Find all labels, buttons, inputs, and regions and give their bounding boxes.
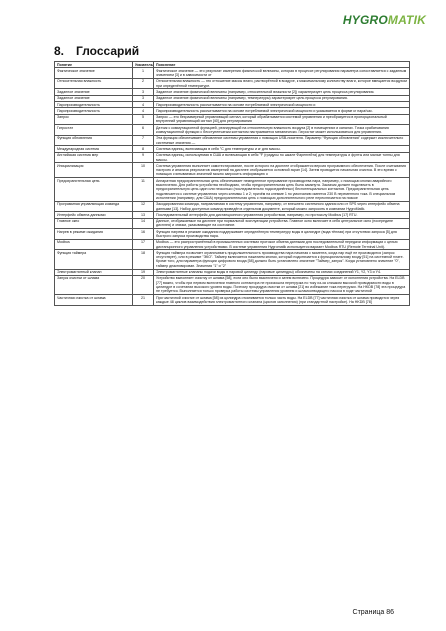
section-number: 8. bbox=[54, 44, 65, 58]
ref-cell: 6 bbox=[133, 125, 154, 136]
description-cell: Паропроизводительность рассчитывается на основе потребляемой электрической мощности и указывается в форме кг пара/час. bbox=[154, 108, 410, 114]
description-cell: Закодированная команда, направляемая в систему управления, например, от внешнего системного здания или от SPS через интерфейс обмена данными [13]. Набор доступных команд приведён в отдельном документе, который можно запросить в компании HygroMatik. bbox=[154, 201, 410, 212]
description-cell: Система единиц, используемая в США и включающая в себя °F (градусы по шкале Фаренгейта) для температуры и фунты или малые тонны для массы. bbox=[154, 152, 410, 163]
ref-cell: 9 bbox=[133, 152, 154, 163]
term-cell: Паропроизводительность bbox=[55, 108, 133, 114]
term-cell: Главное окно bbox=[55, 218, 133, 229]
logo-part-1: HYGRO bbox=[342, 13, 388, 27]
table-row bbox=[55, 275, 410, 294]
table-row bbox=[55, 135, 410, 146]
description-cell: Система единиц, включающая в себя °C для температуры и кг для массы. bbox=[154, 146, 410, 152]
ref-cell: 19 bbox=[133, 269, 154, 275]
page-number: Страница 86 bbox=[352, 609, 394, 616]
table-row bbox=[55, 201, 410, 212]
term-cell: Функция таймера bbox=[55, 250, 133, 269]
ref-cell: 16 bbox=[133, 229, 154, 240]
ref-cell: 1 bbox=[133, 68, 154, 79]
ref-cell: 10 bbox=[133, 163, 154, 178]
term-cell: Интерфейс обмена данными bbox=[55, 212, 133, 218]
column-header-ref: Указатель bbox=[133, 62, 154, 68]
ref-cell: 18 bbox=[133, 250, 154, 269]
term-cell: Относительная влажность bbox=[55, 78, 133, 89]
section-title: Глоссарий bbox=[76, 44, 140, 58]
term-cell: Электромагнитный клапан bbox=[55, 269, 133, 275]
description-cell: При частичной очистке от шлама [58] из цилиндра отканивается только часть воды. На ELDB [77] частичная очистка от шлама проводится через каждые 48 циклов взаимодействия электромагнитного клапана (циклов заполнения) (при стандартной настройке). На HKDB [78] bbox=[154, 295, 410, 306]
term-cell: Запрос bbox=[55, 114, 133, 125]
description-cell: Датчик с коммутационной функцией, реагирующий на относительную влажность воздуха [2] в помещениях и каналах. Точка срабатывания коммутационной функции с бесступенчатым контактом настраивается механически. Гигростат может использоваться для управления. bbox=[154, 125, 410, 136]
table-row bbox=[55, 68, 410, 79]
description-cell: Электромагнитные клапаны подачи воды в паровой цилиндр (паровые цилиндры) обозначены на схемах соединений Y1, Y2, Y3 и Y4. bbox=[154, 269, 410, 275]
ref-cell: 11 bbox=[133, 178, 154, 201]
description-cell: Система управления выполняет самотестирование, после которого на дисплее отображается версия программного обеспечения. После считывания настроек и анализа результатов измерений на дисплее отображается основной экран [14]. Затем проводится начальная очистка. В это время с помощью считываемых значений можно запросить информацию о bbox=[154, 163, 410, 178]
ref-cell: 7 bbox=[133, 135, 154, 146]
ref-cell: 4 bbox=[133, 102, 154, 108]
table-row bbox=[55, 152, 410, 163]
table-row bbox=[55, 239, 410, 250]
logo-part-2: MATIK bbox=[387, 13, 426, 27]
brand-logo bbox=[343, 13, 426, 27]
ref-cell: 3 bbox=[133, 89, 154, 95]
description-cell: Относительная влажность — это отношение массы влаги, растворённой в воздухе, к максимальному количеству влаги, которое вмещается воздухом при определённой температуре. bbox=[154, 78, 410, 89]
term-cell: Modbus bbox=[55, 239, 133, 250]
term-cell: Программная управляющая команда bbox=[55, 201, 133, 212]
ref-cell: 5 bbox=[133, 114, 154, 125]
ref-cell: 4 bbox=[133, 108, 154, 114]
table-row bbox=[55, 295, 410, 306]
description-cell: Заданное значение физической величины (например, относительной влажности [2]) характеризует цель процесса регулирования. bbox=[154, 89, 410, 95]
table-row bbox=[55, 229, 410, 240]
column-header-term: Понятие bbox=[55, 62, 133, 68]
table-row bbox=[55, 163, 410, 178]
ref-cell: 2 bbox=[133, 78, 154, 89]
table-row bbox=[55, 125, 410, 136]
description-cell: Паропроизводительность рассчитывается на основе потребляемой электрической мощности и bbox=[154, 102, 410, 108]
term-cell: Английская система мер bbox=[55, 152, 133, 163]
term-cell: Фактическое значение bbox=[55, 68, 133, 79]
description-cell: Функция таймера позволяет ограничивать продолжительность производства пара начиная с момента, когда пар ещё не производится (запрос отсутствует), или в режиме "ЭКО". Таймер включается нажатием кнопки, который подключается к функциональному входу [51] на системной плате. Кроме того, для параметра функции цифрового входа [58] должно быть установлено значение "Таймер_запуск". Когда установлено значение "0", таймер деактивирован. Значения "1" и "2" bbox=[154, 250, 410, 269]
term-cell: Международная система bbox=[55, 146, 133, 152]
table-row bbox=[55, 114, 410, 125]
term-cell: Частичная очистка от шлама bbox=[55, 295, 133, 306]
description-cell: Запрос — это безразмерный управляющий сигнал, который обрабатывается системой управления и преобразуется в пропорциональный внутренний управляющий сигнал [40] для регулирования bbox=[154, 114, 410, 125]
description-cell: Устройство выполняет очистку от шлама [58], если оно было выключено и затем включено. Процедура зависит от исполнения устройства. На ELDB [77] важно, чтобы при первом включении главного контактора не произошла перегрузка по току из-за слишком высокой проводимости воды в цилиндре в сочетании высокого уровня воды. Поэтому процедура очистки от шлама [21] во избежание тока перегрузки. На HKDB [78] эта процедура не требуется. Выполняется только проверка работы системы управления уровнем и шламоотводящего насоса в ходе частичной bbox=[154, 275, 410, 294]
description-cell: Данные, отображаемые на дисплее при нормальной эксплуатации устройства. Главное окно включает в себя центральное окно (посередине дисплея) и значки, указывающие на состояние. bbox=[154, 218, 410, 229]
term-cell: Паропроизводительность bbox=[55, 102, 133, 108]
ref-cell: 8 bbox=[133, 146, 154, 152]
description-cell: Последовательный интерфейс для дистанционного управления устройством, например, по протоколу Modbus [17] RTU. bbox=[154, 212, 410, 218]
table-row bbox=[55, 178, 410, 201]
section-heading bbox=[54, 44, 139, 58]
description-cell: Эта функция обеспечивает обновление системы управления с помощью USB-носителя. Параметр "Функция обновления" содержит исключительно системные значения — bbox=[154, 135, 410, 146]
ref-cell: 21 bbox=[133, 295, 154, 306]
table-row bbox=[55, 250, 410, 269]
column-header-description: Пояснение bbox=[154, 62, 410, 68]
term-cell: Предохранительная цепь bbox=[55, 178, 133, 201]
ref-cell: 20 bbox=[133, 275, 154, 294]
term-cell: Функция обновления bbox=[55, 135, 133, 146]
term-cell: Заданное значение bbox=[55, 95, 133, 101]
description-cell: Заданное значение физической величины (например, температуры) характеризует цель процесса регулирования. bbox=[154, 95, 410, 101]
ref-cell: 13 bbox=[133, 212, 154, 218]
description-cell: Modbus — это распространённый в промышленных системах протокол обмена данными для последовательной передачи информации с целью дистанционного управления устройствами. В системе управления Hygromatik используется вариант Modbus RTU (Remote Terminal Unit). bbox=[154, 239, 410, 250]
term-cell: Инициализация bbox=[55, 163, 133, 178]
glossary-table bbox=[54, 61, 410, 306]
term-cell: Гигростат bbox=[55, 125, 133, 136]
ref-cell: 12 bbox=[133, 201, 154, 212]
description-cell: Функция нагрева в режиме ожидания поддерживает определённую температуру воды в цилиндре (вода тёплая) при отсутствии запроса [5] для быстрого запуска производства пара. bbox=[154, 229, 410, 240]
description-cell: Аппаратная предохранительная цепь обеспечивает немедленное прерывание производства пара, например, с помощью кнопки аварийного выключения. Для работы устройства необходимо, чтобы предохранительная цепь была замкнута. Заказчик должен подключить в предохранительную цепь один или несколько (последовательно подсоединённых) беспотенциальных контактов. Предохранительная цепь подключается к системе управления через клеммы 1 и 2; причём на клемме 1 по умолчанию имеется 230 В переменного тока. В специальном исполнении (например, для США) предохранительная цепь с помощью дополнительного реле переключается на низкое bbox=[154, 178, 410, 201]
table-row bbox=[55, 218, 410, 229]
term-cell: Нагрев в режиме ожидания bbox=[55, 229, 133, 240]
ref-cell: 14 bbox=[133, 218, 154, 229]
ref-cell: 3 bbox=[133, 95, 154, 101]
term-cell: Заданное значение bbox=[55, 89, 133, 95]
description-cell: Фактическое значение — это результат измерения физической величины, которая в процессе регулирования параметра сопоставляется с заданным значением [3] и в зависимости от bbox=[154, 68, 410, 79]
table-row bbox=[55, 78, 410, 89]
term-cell: Запуск очистки от шлама bbox=[55, 275, 133, 294]
ref-cell: 17 bbox=[133, 239, 154, 250]
